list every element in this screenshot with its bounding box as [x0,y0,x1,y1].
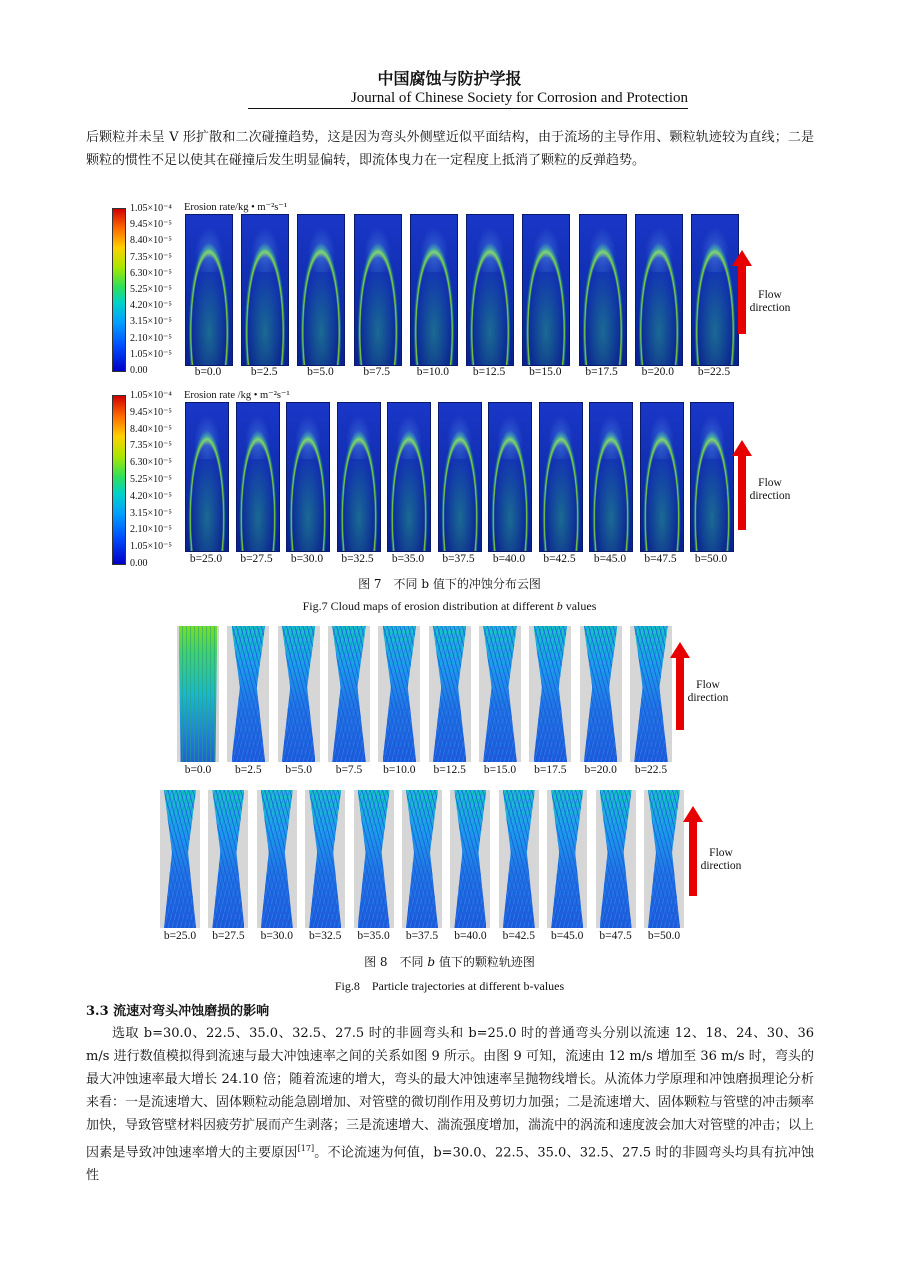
colorbar-tick-label: 8.40×10⁻⁵ [130,235,172,247]
colorbar-tick-label: 3.15×10⁻⁵ [130,507,172,519]
particle-trajectory-map [278,626,320,762]
b-value-label: b=17.5 [585,366,618,378]
erosion-cloud-map [690,402,734,552]
erosion-cloud-map [297,214,345,366]
b-value-label: b=5.0 [307,366,334,378]
b-value-label: b=15.0 [483,764,517,776]
b-value-label: b=22.5 [634,764,668,776]
b-value-label: b=35.0 [357,930,390,942]
erosion-cloud-map [185,402,229,552]
colorbar-tick-label: 3.15×10⁻⁵ [130,316,172,328]
erosion-cloud-map [522,214,570,366]
b-value-label: b=27.5 [212,930,245,942]
b-value-label: b=12.5 [433,764,466,776]
caption-variable: b [556,599,563,613]
legend-title-top: Erosion rate/kg • m⁻²s⁻¹ [184,202,288,213]
b-value-label: b=20.0 [641,366,674,378]
trajectory-streamlines [454,790,486,928]
b-value-label: b=25.0 [189,553,223,565]
colorbar-bottom [112,395,126,565]
b-value-label: b=42.5 [502,930,535,942]
erosion-cloud-map [579,214,627,366]
flow-direction-label: Flow direction [749,477,791,502]
erosion-cloud-map [286,402,330,552]
particle-trajectory-map [499,790,539,928]
erosion-cloud-map [539,402,583,552]
b-value-label: b=45.0 [551,930,584,942]
figure-8-caption-en: Fig.8 Particle trajectories at different b-values [334,979,565,993]
b-value-label: b=10.0 [416,366,450,378]
b-value-label: b=12.5 [472,366,506,378]
paragraph-body [86,1022,814,1187]
b-value-label: b=35.0 [391,553,425,565]
b-value-label: b=17.5 [534,764,567,776]
erosion-cloud-map [354,214,402,366]
colorbar-tick-label: 1.05×10⁻⁵ [130,541,172,553]
b-value-label: b=10.0 [383,764,416,776]
b-value-label: b=0.0 [194,366,222,378]
figure-7-caption-cn: 图 7 不同 b 值下的冲蚀分布云图 [358,577,541,591]
trajectory-streamlines [648,790,680,928]
trajectory-streamlines [600,790,632,928]
particle-trajectory-map [227,626,269,762]
trajectory-streamlines [358,790,390,928]
erosion-cloud-map [387,402,431,552]
erosion-cloud-map [241,214,289,366]
paragraph-top: 后颗粒并未呈 V 形扩散和二次碰撞趋势，这是因为弯头外侧壁近似平面结构，由于流场的主导作用、颗粒轨迹较为直线；二是颗粒的惯性不足以使其在碰撞后发生明显偏转，即流体曳力在一定程度上抵消了颗粒的反弹趋势。 [86,130,814,168]
trajectory-streamlines [634,626,668,762]
particle-trajectory-map [547,790,587,928]
journal-title-en: Journal of Chinese Society for Corrosion and Protection [248,90,688,109]
particle-trajectory-map [429,626,471,762]
erosion-cloud-map [589,402,633,552]
particle-trajectory-map [529,626,571,762]
particle-trajectory-map [160,790,200,928]
figure-8-caption-cn [0,953,899,970]
particle-trajectory-map [378,626,420,762]
erosion-cloud-map [438,402,482,552]
colorbar-tick-label: 5.25×10⁻⁵ [130,284,172,295]
colorbar-tick-label: 9.45×10⁻⁵ [130,406,172,418]
erosion-cloud-map [185,214,233,366]
figure-7-caption-en [0,599,899,614]
trajectory-streamlines [164,790,196,928]
b-value-label: b=47.5 [644,553,677,565]
b-value-label: b=32.5 [309,930,342,942]
citation-ref: [17] [297,1144,315,1153]
paragraph-text: 选取 b=30.0、22.5、35.0、32.5、27.5 时的非圆弯头和 b=25.0 时的普通弯头分别以流速 12、18、24、30、36 m/s 进行数值模拟得到流速与最大冲蚀速率之间的关系如图 9 所示。由图 9 可知，流速由 12 m/s 增加至 36 m/s 时，弯头的最大冲蚀速率最大增长 24.10 倍；随着流速的增大，弯头的最大冲蚀速率呈抛物线增长。从流体力学原理和冲蚀磨损理论分析来看：一是流速增大、固体颗粒动能急剧增加、对管壁的微切削作用及剪切力加强；二是流速增大、固体颗粒与管壁的冲击频率加快，导致管壁材料因疲劳扩展而产生剥落；三是流速增大、湍流强度增加，湍流中的涡流和速度波会加大对管壁的冲击；以上因素是导致冲蚀速率增大的主要原因 [86,1026,815,1161]
b-value-label: b=25.0 [163,930,197,942]
colorbar-tick-label: 0.00 [130,365,148,376]
paragraph-text: 。不论流速为何值，b=30.0、22.5、35.0、32.5、27.5 时的非圆弯头均具有抗冲蚀性 [86,1145,814,1184]
erosion-cloud-map [410,214,458,366]
erosion-cloud-map [337,402,381,552]
b-value-label: b=27.5 [240,553,273,565]
b-value-label: b=37.5 [442,553,475,565]
trajectory-streamlines [534,626,568,762]
b-value-label: b=50.0 [694,553,728,565]
colorbar-tick-label: 1.05×10⁻⁴ [130,390,172,401]
trajectory-streamlines [433,626,467,762]
trajectory-streamlines [503,790,535,928]
b-value-label: b=2.5 [250,366,278,378]
colorbar-tick-label: 6.30×10⁻⁵ [130,267,172,279]
b-value-label: b=37.5 [405,930,439,942]
colorbar-tick-label: 2.10×10⁻⁵ [130,524,172,536]
b-value-label: b=7.5 [335,764,363,776]
caption-text: 值下的颗粒轨迹图 [435,955,535,969]
particle-trajectory-map [580,626,622,762]
flow-direction-label: Flow direction [687,679,729,704]
particle-trajectory-map [208,790,248,928]
flow-direction-label: Flow direction [700,847,742,872]
particle-trajectory-map [450,790,490,928]
trajectory-streamlines [309,790,341,928]
trajectory-streamlines [212,790,244,928]
colorbar-tick-label: 1.05×10⁻⁴ [130,203,172,214]
trajectory-streamlines [282,626,316,762]
b-value-label: b=32.5 [341,553,374,565]
colorbar-tick-label: 2.10×10⁻⁵ [130,332,172,344]
colorbar-tick-label: 8.40×10⁻⁵ [130,423,172,435]
flow-direction-label: Flow direction [749,289,791,314]
erosion-cloud-map [466,214,514,366]
particle-trajectory-map [354,790,394,928]
particle-trajectory-map [596,790,636,928]
erosion-cloud-map [691,214,739,366]
colorbar-top [112,208,126,372]
colorbar-tick-label: 5.25×10⁻⁵ [130,474,172,485]
b-value-label: b=47.5 [599,930,632,942]
particle-trajectory-map [644,790,684,928]
particle-trajectory-map [479,626,521,762]
colorbar-tick-label: 7.35×10⁻⁵ [130,251,172,263]
trajectory-streamlines [179,626,218,762]
colorbar-tick-label: 9.45×10⁻⁵ [130,219,172,231]
particle-trajectory-map [257,790,297,928]
colorbar-tick-label: 6.30×10⁻⁵ [130,457,172,469]
b-value-label: b=50.0 [647,930,681,942]
trajectory-streamlines [261,790,293,928]
trajectory-streamlines [232,626,266,762]
b-value-label: b=0.0 [184,764,212,776]
b-value-label: b=2.5 [235,764,262,776]
caption-text: 图 8 不同 [364,955,428,969]
b-value-label: b=45.0 [593,553,627,565]
colorbar-tick-label: 7.35×10⁻⁵ [130,440,172,452]
b-value-label: b=15.0 [529,366,562,378]
b-value-label: b=5.0 [285,764,312,776]
particle-trajectory-map [328,626,370,762]
b-value-label: b=42.5 [543,553,576,565]
colorbar-tick-label: 4.20×10⁻⁵ [130,490,172,502]
erosion-cloud-map [635,214,683,366]
particle-trajectory-map [402,790,442,928]
b-value-label: b=30.0 [290,553,324,565]
particle-trajectory-map [630,626,672,762]
b-value-label: b=7.5 [363,366,390,378]
erosion-cloud-map [236,402,280,552]
trajectory-streamlines [332,626,366,762]
colorbar-tick-label: 1.05×10⁻⁵ [130,348,172,360]
particle-trajectory-map [305,790,345,928]
particle-trajectory-map [177,626,219,762]
b-value-label: b=40.0 [454,930,487,942]
trajectory-streamlines [383,626,417,762]
caption-text: Fig.7 Cloud maps of erosion distribution at different [302,599,557,613]
b-value-label: b=30.0 [260,930,293,942]
trajectory-streamlines [406,790,438,928]
trajectory-streamlines [584,626,618,762]
section-heading: 3.3 流速对弯头冲蚀磨损的影响 [86,1004,270,1019]
trajectory-streamlines [483,626,517,762]
erosion-cloud-map [640,402,684,552]
caption-text: values [562,599,597,613]
legend-title-bottom: Erosion rate /kg • m⁻²s⁻¹ [184,390,290,401]
caption-variable: b [427,955,436,969]
b-value-label: b=22.5 [697,366,731,378]
colorbar-tick-label: 0.00 [130,558,148,569]
colorbar-tick-label: 4.20×10⁻⁵ [130,300,172,312]
b-value-label: b=20.0 [584,764,617,776]
trajectory-streamlines [551,790,583,928]
erosion-cloud-map [488,402,532,552]
b-value-label: b=40.0 [492,553,526,565]
journal-title-cn: 中国腐蚀与防护学报 [377,69,522,88]
